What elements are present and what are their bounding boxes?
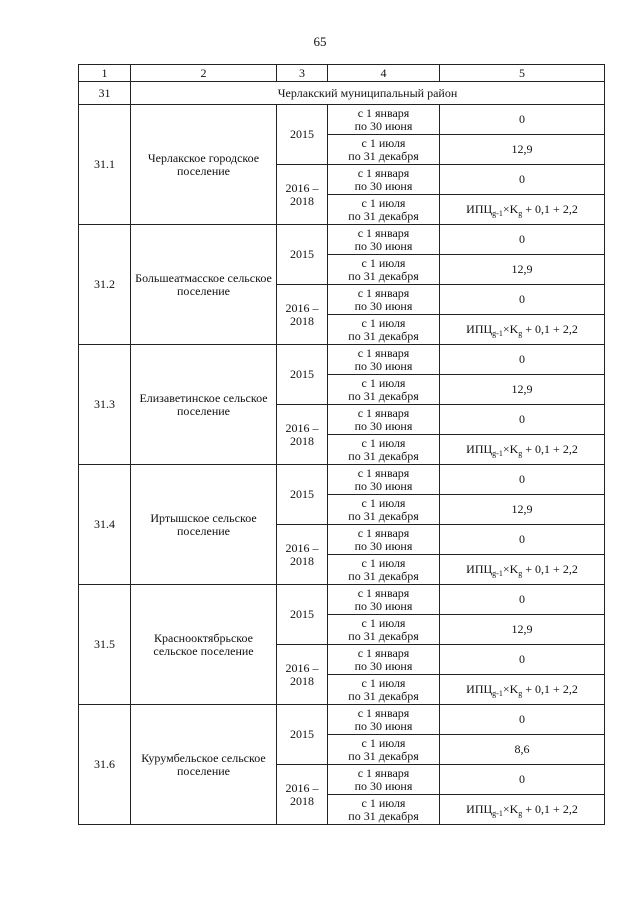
period-end: по 30 июня xyxy=(354,778,413,793)
region-number: 31 xyxy=(79,82,131,105)
settlement-name: Большеатмасское сельское поселение xyxy=(131,225,277,345)
formula-tail: + 0,1 + 2,2 xyxy=(522,682,578,696)
page-number: 65 xyxy=(313,34,327,49)
value-cell: 0 xyxy=(440,645,605,675)
formula-base: ИПЦ xyxy=(466,682,493,696)
formula-subscript: g-1 xyxy=(492,569,503,578)
header-cell: 2 xyxy=(131,65,277,82)
formula-tail: + 0,1 + 2,2 xyxy=(522,322,578,336)
period-end: по 31 декабря xyxy=(348,508,419,523)
header-cell: 5 xyxy=(440,65,605,82)
formula-subscript: g xyxy=(518,329,523,338)
period-end: по 31 декабря xyxy=(348,748,419,763)
year-cell: 2016 – 2018 xyxy=(277,525,328,585)
formula-multiplier: ×K xyxy=(502,322,519,336)
settlement-name: Черлакское городское поселение xyxy=(131,105,277,225)
tariff-table xyxy=(78,64,605,825)
year-cell: 2016 – 2018 xyxy=(277,285,328,345)
formula-multiplier: ×K xyxy=(502,442,519,456)
period-start: с 1 июля xyxy=(361,795,406,810)
period-start: с 1 января xyxy=(357,585,410,600)
period-cell xyxy=(328,645,440,675)
value-cell: 0 xyxy=(440,165,605,195)
table-row xyxy=(79,705,605,735)
period-end: по 31 декабря xyxy=(348,808,419,823)
period-end: по 30 июня xyxy=(354,118,413,133)
formula-subscript: g-1 xyxy=(492,689,503,698)
value-cell: 12,9 xyxy=(440,615,605,645)
header-row xyxy=(79,65,605,82)
period-end: по 30 июня xyxy=(354,718,413,733)
settlement-number: 31.4 xyxy=(79,465,131,585)
period-cell xyxy=(328,165,440,195)
period-end: по 31 декабря xyxy=(348,268,419,283)
formula-base: ИПЦ xyxy=(466,442,493,456)
year-cell: 2016 – 2018 xyxy=(277,645,328,705)
period-end: по 31 декабря xyxy=(348,208,419,223)
formula-subscript: g xyxy=(518,209,523,218)
formula-base: ИПЦ xyxy=(466,202,493,216)
value-cell: 0 xyxy=(440,465,605,495)
period-end: по 30 июня xyxy=(354,358,413,373)
period-end: по 31 декабря xyxy=(348,328,419,343)
formula-cell xyxy=(440,675,605,705)
period-end: по 30 июня xyxy=(354,538,413,553)
settlement-name: Елизаветинское сельское поселение xyxy=(131,345,277,465)
value-cell: 0 xyxy=(440,705,605,735)
period-cell xyxy=(328,525,440,555)
year-cell: 2015 xyxy=(277,465,328,525)
period-end: по 30 июня xyxy=(354,658,413,673)
period-cell xyxy=(328,555,440,585)
period-cell xyxy=(328,135,440,165)
period-end: по 30 июня xyxy=(354,238,413,253)
formula-cell xyxy=(440,195,605,225)
period-end: по 30 июня xyxy=(354,418,413,433)
value-cell: 0 xyxy=(440,105,605,135)
settlement-name: Иртышское сельское поселение xyxy=(131,465,277,585)
value-cell: 0 xyxy=(440,765,605,795)
table-row xyxy=(79,225,605,255)
period-cell xyxy=(328,195,440,225)
period-start: с 1 января xyxy=(357,165,410,180)
year-cell: 2015 xyxy=(277,705,328,765)
formula-tail: + 0,1 + 2,2 xyxy=(522,562,578,576)
formula-cell xyxy=(440,315,605,345)
value-cell: 0 xyxy=(440,525,605,555)
period-start: с 1 января xyxy=(357,225,410,240)
period-start: с 1 июля xyxy=(361,315,406,330)
period-cell xyxy=(328,675,440,705)
period-cell xyxy=(328,345,440,375)
header-cell: 3 xyxy=(277,65,328,82)
formula-multiplier: ×K xyxy=(502,682,519,696)
formula-cell xyxy=(440,435,605,465)
formula-cell xyxy=(440,555,605,585)
period-start: с 1 июля xyxy=(361,135,406,150)
period-start: с 1 июля xyxy=(361,675,406,690)
period-cell xyxy=(328,315,440,345)
formula-subscript: g xyxy=(518,449,523,458)
period-start: с 1 января xyxy=(357,345,410,360)
period-cell xyxy=(328,375,440,405)
period-start: с 1 января xyxy=(357,105,410,120)
value-cell: 12,9 xyxy=(440,255,605,285)
period-end: по 30 июня xyxy=(354,478,413,493)
period-end: по 31 декабря xyxy=(348,448,419,463)
period-cell xyxy=(328,795,440,825)
period-start: с 1 июля xyxy=(361,375,406,390)
header-cell: 4 xyxy=(328,65,440,82)
year-cell: 2016 – 2018 xyxy=(277,165,328,225)
formula-subscript: g-1 xyxy=(492,449,503,458)
period-start: с 1 января xyxy=(357,525,410,540)
value-cell: 0 xyxy=(440,345,605,375)
period-cell xyxy=(328,765,440,795)
period-end: по 30 июня xyxy=(354,598,413,613)
formula-multiplier: ×K xyxy=(502,562,519,576)
settlement-name: Краснооктябрьское сельское поселение xyxy=(131,585,277,705)
period-cell xyxy=(328,495,440,525)
period-start: с 1 июля xyxy=(361,735,406,750)
table-row xyxy=(79,585,605,615)
settlement-number: 31.5 xyxy=(79,585,131,705)
period-cell xyxy=(328,255,440,285)
value-cell: 12,9 xyxy=(440,135,605,165)
period-start: с 1 января xyxy=(357,645,410,660)
period-start: с 1 января xyxy=(357,705,410,720)
formula-base: ИПЦ xyxy=(466,322,493,336)
formula-subscript: g xyxy=(518,569,523,578)
formula-tail: + 0,1 + 2,2 xyxy=(522,442,578,456)
year-cell: 2015 xyxy=(277,105,328,165)
period-cell xyxy=(328,585,440,615)
year-cell: 2015 xyxy=(277,345,328,405)
region-row xyxy=(79,82,605,105)
value-cell: 12,9 xyxy=(440,375,605,405)
period-start: с 1 июля xyxy=(361,195,406,210)
period-end: по 31 декабря xyxy=(348,688,419,703)
period-cell xyxy=(328,105,440,135)
formula-multiplier: ×K xyxy=(502,802,519,816)
settlement-number: 31.2 xyxy=(79,225,131,345)
formula-subscript: g-1 xyxy=(492,329,503,338)
formula-cell xyxy=(440,795,605,825)
year-cell: 2016 – 2018 xyxy=(277,405,328,465)
value-cell: 12,9 xyxy=(440,495,605,525)
period-start: с 1 июля xyxy=(361,555,406,570)
year-cell: 2016 – 2018 xyxy=(277,765,328,825)
year-cell: 2015 xyxy=(277,585,328,645)
period-cell xyxy=(328,285,440,315)
period-start: с 1 июля xyxy=(361,495,406,510)
formula-subscript: g xyxy=(518,689,523,698)
period-end: по 31 декабря xyxy=(348,628,419,643)
settlement-number: 31.3 xyxy=(79,345,131,465)
period-start: с 1 июля xyxy=(361,615,406,630)
value-cell: 0 xyxy=(440,585,605,615)
formula-subscript: g-1 xyxy=(492,209,503,218)
table-row xyxy=(79,345,605,375)
formula-base: ИПЦ xyxy=(466,802,493,816)
period-end: по 31 декабря xyxy=(348,388,419,403)
period-start: с 1 января xyxy=(357,465,410,480)
period-cell xyxy=(328,465,440,495)
table-row xyxy=(79,465,605,495)
period-end: по 30 июня xyxy=(354,298,413,313)
header-cell: 1 xyxy=(79,65,131,82)
value-cell: 0 xyxy=(440,405,605,435)
value-cell: 0 xyxy=(440,225,605,255)
settlement-number: 31.6 xyxy=(79,705,131,825)
period-cell xyxy=(328,435,440,465)
period-cell xyxy=(328,705,440,735)
formula-tail: + 0,1 + 2,2 xyxy=(522,202,578,216)
region-name: Черлакский муниципальный район xyxy=(131,82,605,105)
settlement-name: Курумбельское сельское поселение xyxy=(131,705,277,825)
table-row xyxy=(79,105,605,135)
period-start: с 1 июля xyxy=(361,255,406,270)
period-end: по 31 декабря xyxy=(348,568,419,583)
value-cell: 0 xyxy=(440,285,605,315)
formula-subscript: g xyxy=(518,809,523,818)
period-end: по 31 декабря xyxy=(348,148,419,163)
period-cell xyxy=(328,615,440,645)
year-cell: 2015 xyxy=(277,225,328,285)
period-start: с 1 января xyxy=(357,765,410,780)
period-cell xyxy=(328,225,440,255)
period-end: по 30 июня xyxy=(354,178,413,193)
value-cell: 8,6 xyxy=(440,735,605,765)
period-cell xyxy=(328,735,440,765)
period-start: с 1 января xyxy=(357,405,410,420)
formula-base: ИПЦ xyxy=(466,562,493,576)
settlement-number: 31.1 xyxy=(79,105,131,225)
period-cell xyxy=(328,405,440,435)
period-start: с 1 июля xyxy=(361,435,406,450)
period-start: с 1 января xyxy=(357,285,410,300)
formula-multiplier: ×K xyxy=(502,202,519,216)
formula-subscript: g-1 xyxy=(492,809,503,818)
formula-tail: + 0,1 + 2,2 xyxy=(522,802,578,816)
